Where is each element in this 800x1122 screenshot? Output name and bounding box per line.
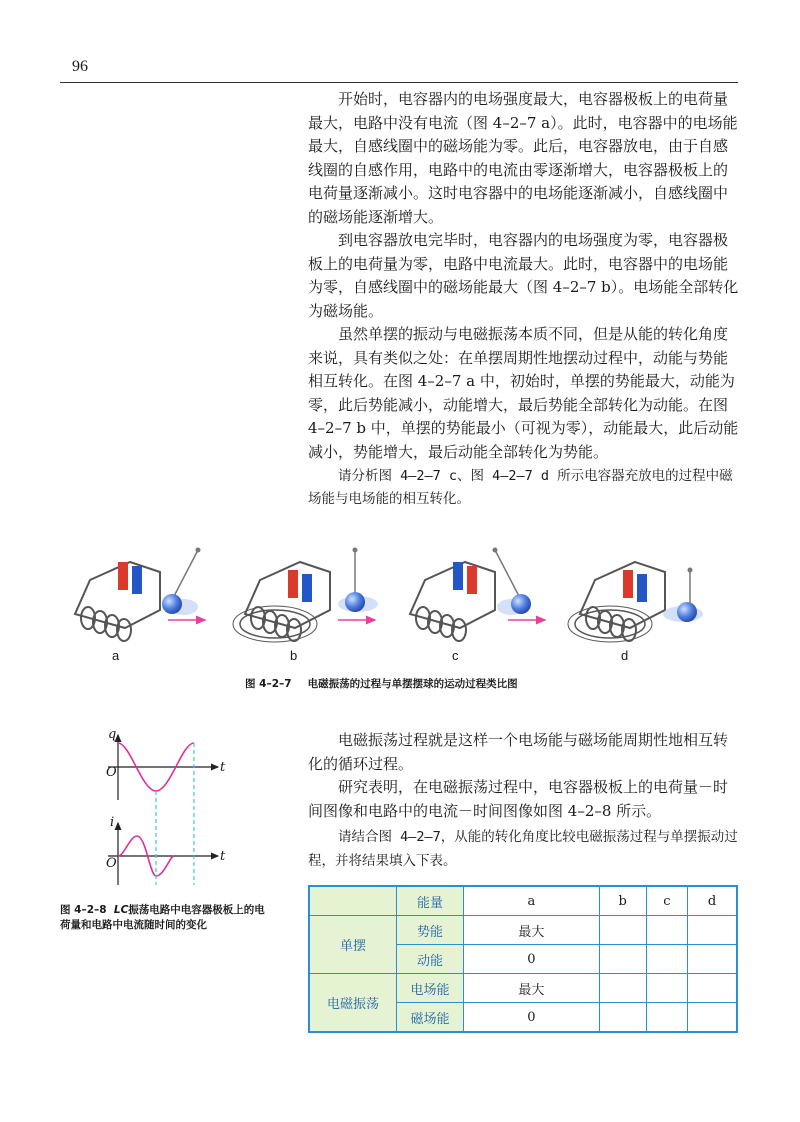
table-cell[interactable] bbox=[688, 1003, 737, 1033]
panel-c bbox=[410, 548, 531, 642]
row-label: 电场能 bbox=[397, 974, 464, 1003]
table-cell[interactable] bbox=[599, 1003, 646, 1033]
body-text-1 bbox=[308, 88, 740, 511]
body-text-2 bbox=[308, 729, 740, 873]
paragraph: 电磁振荡过程就是这样一个电场能与磁场能周期性地相互转化的循环过程。 bbox=[308, 731, 729, 773]
paragraph: 虽然单摆的振动与电磁振荡本质不同，但是从能的转化角度来说，具有类似之处：在单摆周期性地摆动过程中，动能与势能相互转化。在图 4–2–7 a 中，初始时，单摆的势能最大，动能为零，此后势能减小，动能增大，最后势能全部转化为动能。在图 4–2–7 b 中，单摆的势能最小（可视为零），动能最大，此后动能减小，势能增大，最后动能全部转化为势能。 bbox=[308, 325, 739, 461]
row-label: 动能 bbox=[397, 945, 464, 974]
row-label: 磁场能 bbox=[397, 1003, 464, 1033]
paragraph: 研究表明，在电磁振荡过程中，电容器极板上的电荷量－时间图像和电路中的电流－时间图像如图 4–2–8 所示。 bbox=[308, 778, 729, 820]
figure-label-b: b bbox=[290, 648, 298, 663]
page-number: 96 bbox=[72, 58, 88, 75]
paragraph: 开始时，电容器内的电场强度最大，电容器极板上的电荷量最大，电路中没有电流（图 4–2–7 a）。此时，电容器中的电场能最大，自感线圈中的磁场能为零。此后，电容器放电，由于自感线圈的自感作用，电路中的电流由零逐渐增大，电容器极板上的电荷量逐渐减小。这时电容器中的电场能逐渐减小，自感线圈中的磁场能逐渐增大。 bbox=[308, 90, 738, 226]
row-label: 势能 bbox=[397, 916, 464, 945]
t-axis-label-top: t bbox=[220, 760, 226, 775]
caption-number: 图 4–2–7 bbox=[245, 678, 292, 690]
caption-text: 电磁振荡的过程与单摆摆球的运动过程类比图 bbox=[307, 678, 518, 690]
table-cell[interactable] bbox=[688, 945, 737, 974]
table-cell: 最大 bbox=[464, 974, 600, 1003]
origin-label-top: O bbox=[106, 765, 117, 780]
figure-label-a: a bbox=[112, 648, 120, 663]
table-row bbox=[309, 916, 737, 945]
figure-4-2-8-graph bbox=[70, 725, 240, 900]
table-cell[interactable] bbox=[599, 945, 646, 974]
caption-italic: LC bbox=[113, 904, 129, 916]
header-energy: 能量 bbox=[397, 886, 464, 916]
header-rule bbox=[60, 82, 738, 83]
origin-label-bottom: O bbox=[106, 856, 117, 871]
group-pendulum: 单摆 bbox=[309, 916, 397, 974]
table-row bbox=[309, 974, 737, 1003]
question-1: 请分析图 4–2–7 c、图 4–2–7 d 所示电容器充放电的过程中磁场能与电场能的相互转化。 bbox=[308, 468, 733, 507]
header-b: b bbox=[599, 886, 646, 916]
figure-4-2-8 bbox=[70, 725, 240, 900]
table-corner bbox=[309, 886, 397, 916]
i-axis-label: i bbox=[110, 815, 115, 830]
group-em-oscillation: 电磁振荡 bbox=[309, 974, 397, 1033]
table-cell[interactable] bbox=[646, 916, 688, 945]
panel-a bbox=[75, 548, 201, 642]
table-cell[interactable] bbox=[646, 1003, 688, 1033]
table-cell[interactable] bbox=[599, 974, 646, 1003]
t-axis-label-bottom: t bbox=[220, 849, 226, 864]
figure-label-d: d bbox=[621, 648, 629, 663]
panel-b bbox=[233, 548, 378, 643]
question-2: 请结合图 4–2–7，从能的转化角度比较电磁振荡过程与单摆振动过程，并将结果填入下表。 bbox=[308, 829, 738, 869]
table-cell: 最大 bbox=[464, 916, 600, 945]
table-cell[interactable] bbox=[688, 916, 737, 945]
figure-4-2-7 bbox=[60, 532, 740, 672]
table-cell: 0 bbox=[464, 1003, 600, 1033]
header-a: a bbox=[464, 886, 600, 916]
figure-label-c: c bbox=[452, 648, 459, 663]
caption-text: 振荡电路中电容器极板上的电荷量和电路中电流随时间的变化 bbox=[60, 904, 265, 931]
panel-d bbox=[568, 562, 703, 642]
table-cell[interactable] bbox=[688, 974, 737, 1003]
paragraph: 到电容器放电完毕时，电容器内的电场强度为零，电容器极板上的电荷量为零，电路中电流最大。此时，电容器中的电场能为零，自感线圈中的磁场能最大（图 4–2–7 b）。电场能全部转化为磁场能。 bbox=[308, 231, 739, 320]
caption-number: 图 4–2–8 bbox=[60, 904, 107, 916]
table-header-row bbox=[309, 886, 737, 916]
figure-4-2-7-caption bbox=[245, 676, 518, 691]
figure-4-2-8-caption bbox=[60, 903, 275, 933]
table-cell[interactable] bbox=[646, 945, 688, 974]
table-cell[interactable] bbox=[599, 916, 646, 945]
table-cell: 0 bbox=[464, 945, 600, 974]
table-cell[interactable] bbox=[646, 974, 688, 1003]
comparison-table bbox=[308, 885, 738, 1033]
figure-4-2-7-illustration bbox=[60, 532, 740, 672]
q-axis-label: q bbox=[108, 727, 117, 742]
header-c: c bbox=[646, 886, 688, 916]
header-d: d bbox=[688, 886, 737, 916]
